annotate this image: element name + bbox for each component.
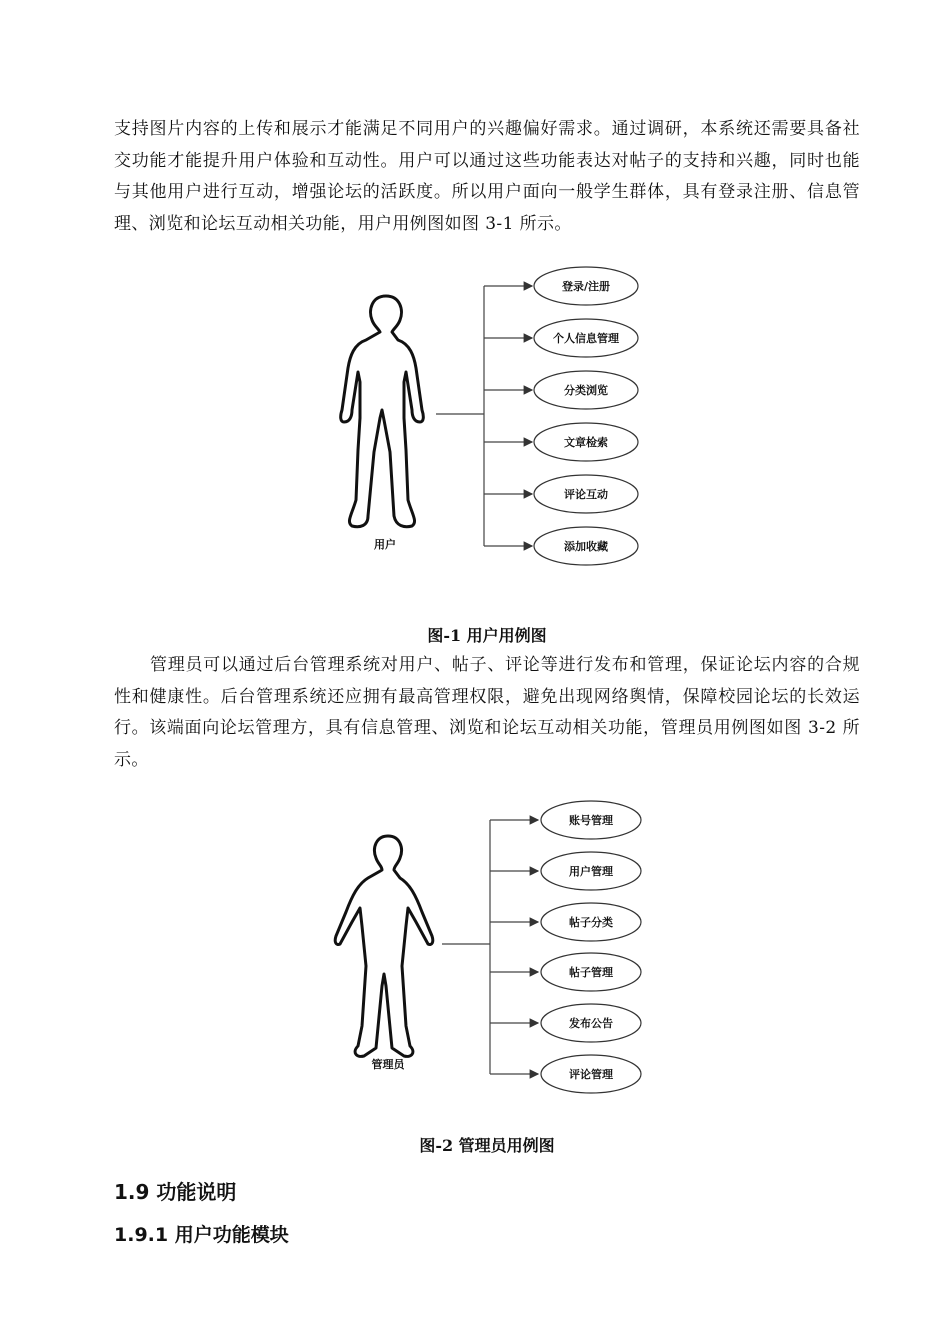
use-case-label: 个人信息管理 [553, 332, 619, 345]
user-actor-label: 用户 [374, 538, 396, 551]
intro-paragraph: 支持图片内容的上传和展示才能满足不同用户的兴趣偏好需求。通过调研，本系统还需要具备社交功能才能提升用户体验和互动性。用户可以通过这些功能表达对帖子的支持和兴趣，同时也能与其他用户进行互动，增强论坛的活跃度。所以用户面向一般学生群体，具有登录注册、信息管理、浏览和论坛互动相关功能，用户用例图如图 3-1 所示。 [114, 119, 860, 234]
use-case-label: 帖子分类 [569, 916, 613, 929]
use-case-label: 用户管理 [569, 865, 613, 878]
use-case-label: 帖子管理 [569, 966, 613, 979]
user-diagram-caption: 图-1 用户用例图 [427, 626, 547, 645]
use-case-label: 登录/注册 [561, 280, 611, 293]
admin-actor-label: 管理员 [371, 1058, 405, 1071]
use-case-label: 评论管理 [569, 1068, 613, 1081]
user-actor-figure [341, 296, 424, 527]
use-case-label: 发布公告 [569, 1017, 613, 1030]
use-case-label: 分类浏览 [564, 384, 608, 397]
admin-actor-figure [335, 836, 433, 1056]
admin-use-case-diagram [328, 796, 658, 1096]
admin-paragraph: 管理员可以通过后台管理系统对用户、帖子、评论等进行发布和管理，保证论坛内容的合规性和健康性。后台管理系统还应拥有最高管理权限，避免出现网络舆情，保障校园论坛的长效运行。该端面向论坛管理方，具有信息管理、浏览和论坛互动相关功能，管理员用例图如图 3-2 所示。 [114, 655, 860, 770]
subsection-heading: 1.9.1 用户功能模块 [114, 1224, 289, 1246]
use-case-label: 评论互动 [564, 488, 608, 501]
use-case-label: 账号管理 [569, 814, 613, 827]
section-heading: 1.9 功能说明 [114, 1180, 237, 1204]
admin-diagram-caption: 图-2 管理员用例图 [419, 1136, 555, 1155]
use-case-label: 添加收藏 [564, 540, 608, 553]
user-use-case-diagram [328, 260, 648, 580]
use-case-label: 文章检索 [564, 436, 608, 449]
